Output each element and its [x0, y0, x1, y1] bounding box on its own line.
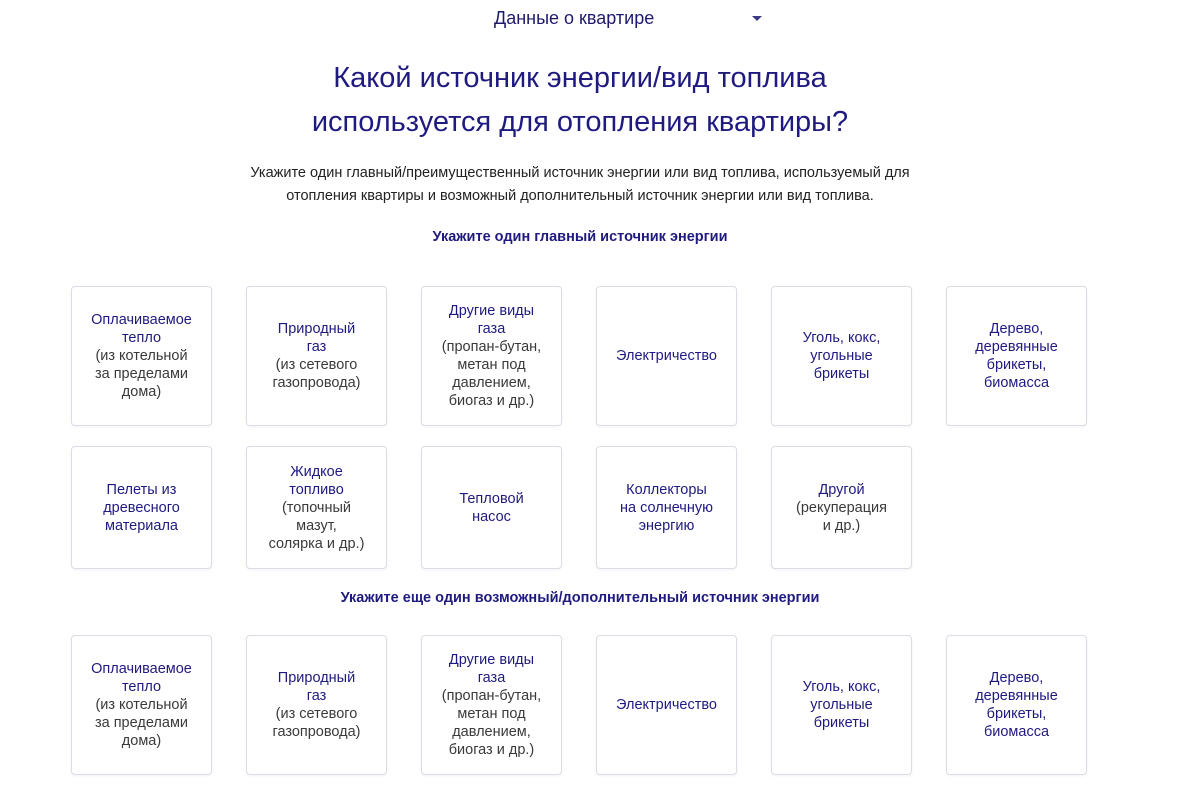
secondary-option-other-gas[interactable]: [421, 635, 562, 775]
question-title-line: Какой источник энергии/вид топлива: [333, 62, 827, 94]
option-subtitle: (из котельной за пределами дома): [94, 348, 189, 400]
question-description-line: Укажите один главный/преимущественный источник энергии или вид топлива, используемый для: [250, 165, 910, 181]
option-title: Другие виды газа: [448, 652, 535, 686]
option-subtitle: (из сетевого газопровода): [272, 357, 361, 391]
option-title: Пелеты из древесного материала: [103, 481, 180, 534]
primary-option-coal[interactable]: [771, 286, 912, 426]
option-title: Уголь, кокс, угольные брикеты: [802, 679, 881, 731]
secondary-source-heading: Укажите еще один возможный/дополнительный источник энергии: [340, 590, 820, 606]
option-title: Оплачиваемое тепло: [91, 661, 192, 695]
primary-option-heat-pump[interactable]: [421, 446, 562, 569]
option-subtitle: (пропан-бутан, метан под давлением, биогаз и др.): [441, 339, 542, 409]
question-title: [0, 56, 1160, 144]
secondary-option-natural-gas[interactable]: [246, 635, 387, 775]
option-title: Уголь, кокс, угольные брикеты: [802, 330, 881, 382]
section-dropdown-label: Данные о квартире: [494, 8, 655, 28]
primary-option-solar-collectors[interactable]: [596, 446, 737, 569]
primary-option-natural-gas[interactable]: [246, 286, 387, 426]
option-title: Другой: [818, 481, 865, 498]
secondary-option-paid-heat[interactable]: [71, 635, 212, 775]
primary-option-other-gas[interactable]: [421, 286, 562, 426]
primary-option-pellets[interactable]: [71, 446, 212, 569]
secondary-option-wood[interactable]: [946, 635, 1087, 775]
option-subtitle: (рекуперация и др.): [795, 499, 887, 534]
primary-option-paid-heat[interactable]: [71, 286, 212, 426]
option-subtitle: (пропан-бутан, метан под давлением, биогаз и др.): [441, 688, 542, 758]
option-title: Жидкое топливо: [289, 463, 344, 498]
option-title: Коллекторы на солнечную энергию: [620, 481, 713, 534]
primary-option-other[interactable]: [771, 446, 912, 569]
secondary-option-electricity[interactable]: [596, 635, 737, 775]
question-title-line: используется для отопления квартиры?: [311, 106, 849, 138]
option-title: Природный газ: [277, 321, 356, 355]
option-title: Дерево, деревянные брикеты, биомасса: [975, 670, 1058, 740]
option-title: Тепловой насос: [459, 490, 524, 525]
section-dropdown[interactable]: [460, 0, 770, 38]
option-subtitle: (из сетевого газопровода): [272, 706, 361, 740]
option-title: Электричество: [616, 697, 717, 713]
option-title: Электричество: [616, 348, 717, 364]
primary-option-electricity[interactable]: [596, 286, 737, 426]
primary-source-heading: Укажите один главный источник энергии: [432, 229, 728, 245]
primary-option-liquid-fuel[interactable]: [246, 446, 387, 569]
option-title: Природный газ: [277, 670, 356, 704]
primary-option-wood[interactable]: [946, 286, 1087, 426]
question-description: [0, 162, 1160, 208]
secondary-option-coal[interactable]: [771, 635, 912, 775]
question-description-line: отопления квартиры и возможный дополнительный источник энергии или вид топлива.: [286, 188, 874, 204]
option-title: Дерево, деревянные брикеты, биомасса: [975, 321, 1058, 391]
option-title: Другие виды газа: [448, 303, 535, 337]
option-subtitle: (из котельной за пределами дома): [94, 697, 189, 749]
chevron-down-icon: [752, 16, 762, 21]
option-subtitle: (топочный мазут, солярка и др.): [268, 499, 365, 552]
option-title: Оплачиваемое тепло: [91, 312, 192, 346]
